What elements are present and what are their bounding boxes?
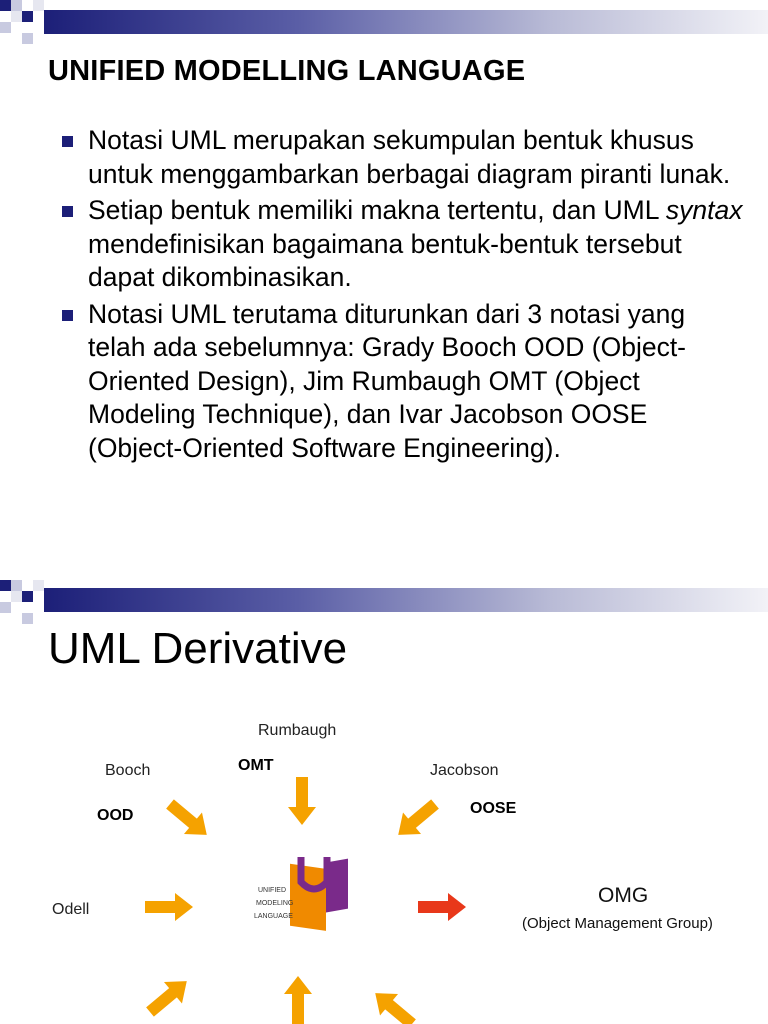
uml-logo-icon [290,857,348,931]
arrow-bottom-right [366,982,421,1024]
label-rumbaugh: Rumbaugh [258,722,337,739]
label-oose: OOSE [470,800,517,817]
square-bullet-icon [62,310,73,321]
arrow-booch [161,793,216,845]
label-odell: Odell [52,901,90,918]
bullet-list [58,124,748,468]
square-bullet-icon [62,206,73,217]
arrow-bottom-left [141,970,196,1022]
slide-title: UNIFIED MODELLING LANGUAGE [48,55,526,87]
bullet-item: Notasi UML terutama diturunkan dari 3 notasi yang telah ada sebelumnya: Grady Booch OOD (Object-Oriented Design), Jim Rumbaugh OMT (Object Modeling Technique), dan Ivar Jacobson OOSE (Object-Oriented Software Engineering). [58,298,748,466]
label-omg-full: (Object Management Group) [522,915,713,932]
logo-line-1: UNIFIED [258,887,286,894]
arrow-jacobson [389,793,444,845]
arrow-omg [418,893,466,921]
label-jacobson: Jacobson [430,762,499,779]
slide-2 [0,572,768,1024]
syntax-italic: syntax [665,195,743,225]
arrow-rumbaugh [288,777,316,825]
arrow-bottom-center [284,976,312,1024]
label-omg: OMG [598,884,649,907]
bullet-item: Notasi UML merupakan sekumpulan bentuk khusus untuk menggambarkan berbagai diagram piranti lunak. [58,124,748,191]
diagram-arrows [0,572,768,1024]
bullet-item: Setiap bentuk memiliki makna tertentu, dan UML syntax mendefinisikan bagaimana bentuk-bentuk tersebut dapat dikombinasikan. [58,194,748,295]
label-booch: Booch [105,762,151,779]
label-omt: OMT [238,757,274,774]
uml-derivative-diagram [0,572,768,1024]
label-ood: OOD [97,807,134,824]
slide-header-decoration [0,0,768,50]
slide-title: UML Derivative [48,624,348,673]
logo-line-3: LANGUAGE [254,913,293,920]
arrow-odell [145,893,193,921]
square-bullet-icon [62,136,73,147]
logo-line-2: MODELING [256,900,294,907]
